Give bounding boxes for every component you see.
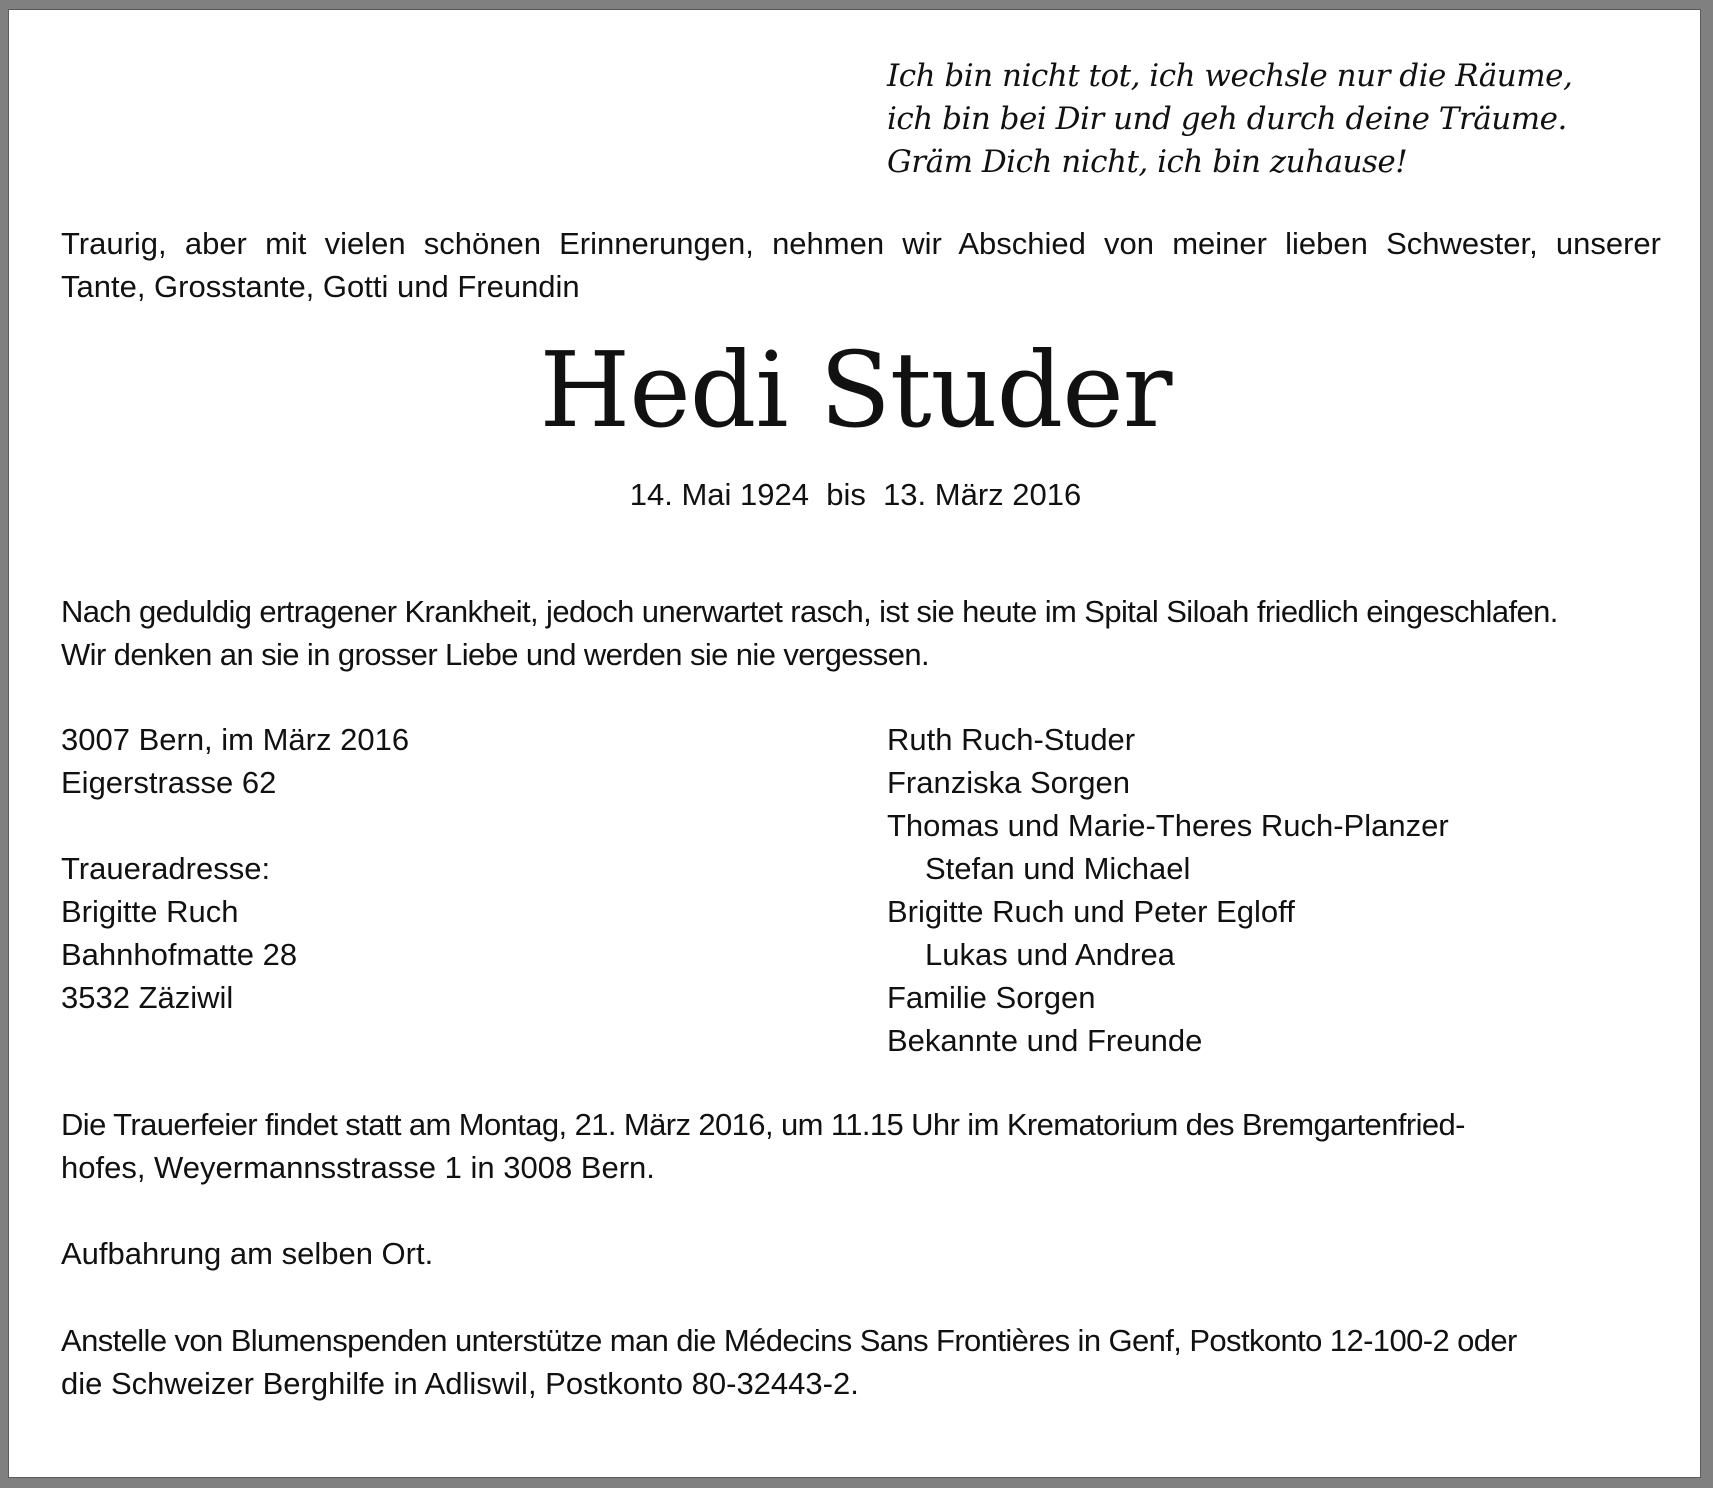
intro-text [61,222,1661,308]
intro-line: Traurig, aber mit vielen schönen Erinnerungen, nehmen wir Abschied von meiner lieben Schwester, unserer [61,226,1661,261]
message-line: Wir denken an sie in grosser Liebe und werden sie nie vergessen. [61,637,930,672]
poem-line: Gräm Dich nicht, ich bin zuhause! [887,144,1408,180]
deceased-name: Hedi Studer [539,329,1172,451]
mourner-entry: Thomas und Marie-Theres Ruch-Planzer [887,808,1449,843]
mourning-address-label: Traueradresse: [61,851,271,886]
place-date: 3007 Bern, im März 2016 [61,722,410,757]
viewing-line: Aufbahrung am selben Ort. [61,1236,434,1271]
obituary-notice [8,9,1701,1478]
intro-line: Tante, Grosstante, Gotti und Freundin [61,269,580,304]
mourner-entry: Bekannte und Freunde [887,1023,1203,1058]
mourning-address-city: 3532 Zäziwil [61,980,234,1015]
mourner-entry: Brigitte Ruch und Peter Egloff [887,894,1295,929]
donation-text [61,1319,1661,1405]
ceremony-text [61,1103,1661,1189]
ceremony-line: Die Trauerfeier findet statt am Montag, 21. März 2016, um 11.15 Uhr im Krematorium des Bremgartenfried- [61,1107,1465,1142]
mourner-entry: Ruth Ruch-Studer [887,722,1136,757]
message-line: Nach geduldig ertragener Krankheit, jedoch unerwartet rasch, ist sie heute im Spital Siloah friedlich eingeschlafen. [61,594,1558,629]
mourning-address-name: Brigitte Ruch [61,894,239,929]
mourning-address-street: Bahnhofmatte 28 [61,937,298,972]
poem-line: ich bin bei Dir und geh durch deine Träume. [887,101,1567,137]
mourner-entry: Familie Sorgen [887,980,1096,1015]
mourner-entry: Franziska Sorgen [887,765,1130,800]
home-street: Eigerstrasse 62 [61,765,277,800]
viewing-text [61,1232,1661,1275]
mourner-entry: Lukas und Andrea [925,937,1175,972]
message-text [61,590,1661,676]
mourner-entry: Stefan und Michael [925,851,1191,886]
donation-line: Anstelle von Blumenspenden unterstütze man die Médecins Sans Frontières in Genf, Postkonto 12-100-2 oder [61,1323,1517,1358]
ceremony-line: hofes, Weyermannsstrasse 1 in 3008 Bern. [61,1150,655,1185]
poem-quote [887,55,1572,184]
life-dates: 14. Mai 1924 bis 13. März 2016 [629,477,1082,512]
mourners-list [887,718,1449,1062]
donation-line: die Schweizer Berghilfe in Adliswil, Postkonto 80-32443-2. [61,1366,859,1401]
poem-line: Ich bin nicht tot, ich wechsle nur die Räume, [887,58,1573,94]
address-column [61,718,409,1019]
